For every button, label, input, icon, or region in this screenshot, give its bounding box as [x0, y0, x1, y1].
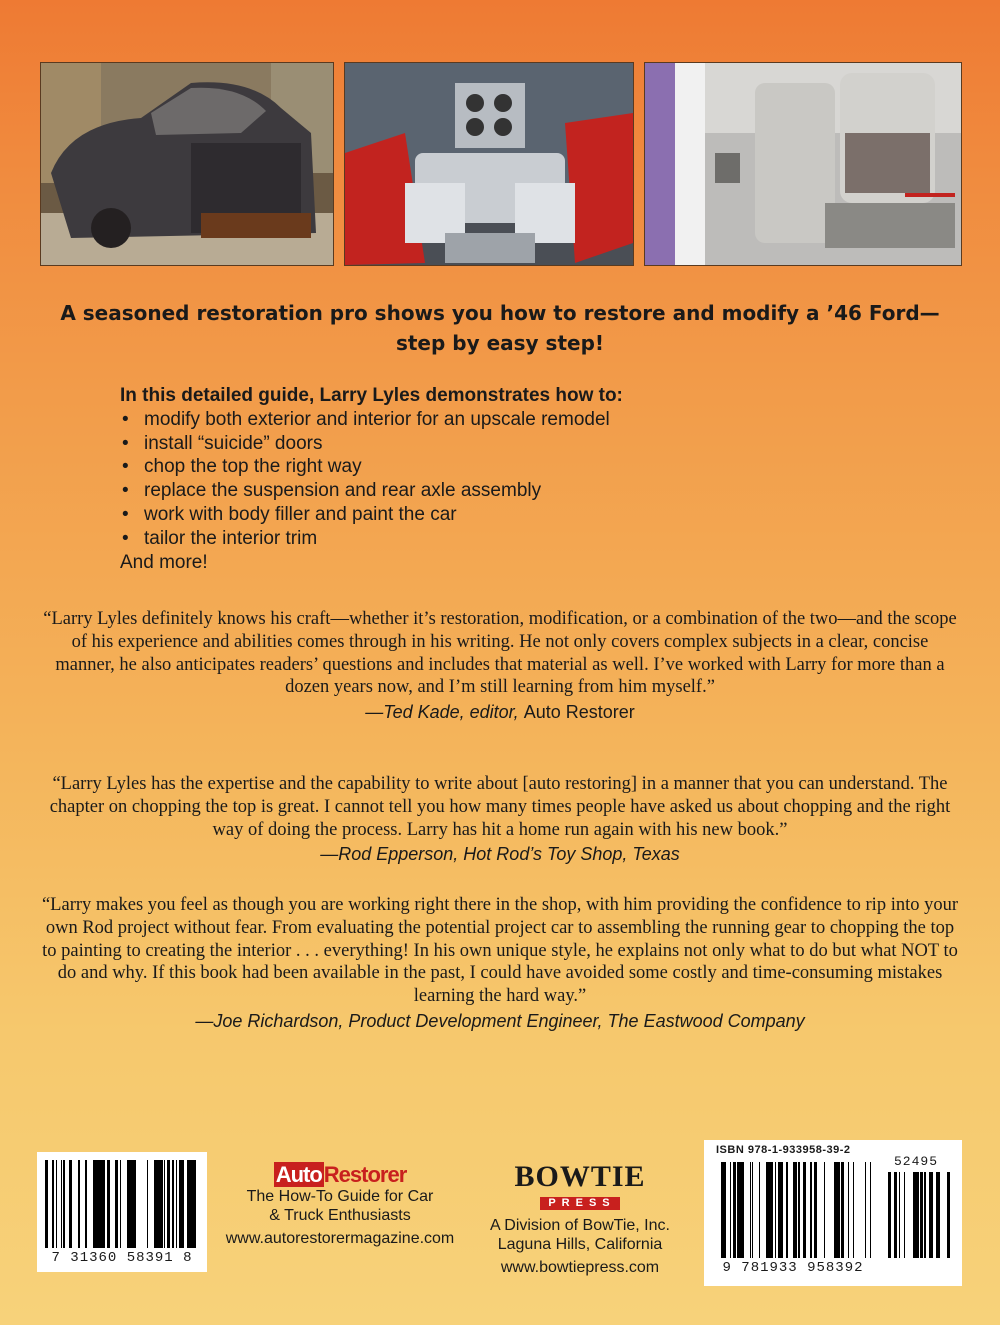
barcode-bar — [778, 1162, 780, 1258]
barcode-bar — [733, 1162, 735, 1258]
barcode-bar — [853, 1162, 854, 1258]
photo-engine — [344, 62, 634, 266]
barcode-bar — [160, 1160, 163, 1248]
barcode-bar — [103, 1160, 105, 1248]
photo-strip — [40, 62, 960, 264]
barcode-bar — [740, 1162, 742, 1258]
quote-attribution — [40, 701, 960, 724]
barcode-bar — [129, 1160, 131, 1248]
list-item: • chop the top the right way — [120, 455, 880, 479]
testimonial-ted-kade — [40, 608, 960, 724]
photo-ford-coupe — [40, 62, 334, 266]
barcode-bar — [134, 1160, 136, 1248]
barcode-bar — [738, 1162, 740, 1258]
barcode-bar — [841, 1162, 842, 1258]
barcode-bar — [159, 1160, 160, 1248]
barcode-bar — [750, 1162, 751, 1258]
list-item: • install “suicide” doors — [120, 432, 880, 456]
barcode-bar — [842, 1162, 844, 1258]
barcode-addon-bars — [888, 1172, 950, 1258]
barcode-bar — [924, 1172, 926, 1258]
autorestorer-url[interactable]: www.autorestorermagazine.com — [225, 1230, 455, 1247]
barcode-bar — [794, 1162, 795, 1258]
barcode-bar — [752, 1162, 753, 1258]
barcode-bar — [894, 1172, 897, 1258]
barcode-bar — [127, 1160, 129, 1248]
barcode-bar — [916, 1172, 918, 1258]
barcode-bar — [920, 1172, 923, 1258]
barcode-bar — [157, 1160, 159, 1248]
isbn-addon-digits: 52495 — [893, 1154, 938, 1169]
autorestorer-block — [210, 1162, 470, 1248]
quote-text: “Larry Lyles definitely knows his craft—whether it’s restoration, modification, or a combination of the two—and the scope of his experience and abilities comes through in his writing. He not only covers complex subjects in a clear, concise manner, he also anticipates readers’ questions and includes that material as well. I’ve worked with Larry for more than a dozen years now, and I’m still learning from him myself.” — [43, 609, 957, 698]
upc-digits: 7 31360 58391 8 — [51, 1250, 193, 1266]
barcode-bar — [78, 1160, 80, 1248]
barcode-bar — [172, 1160, 174, 1248]
barcode-bar — [64, 1160, 65, 1248]
barcode-bar — [45, 1160, 48, 1248]
barcode-bar — [865, 1162, 866, 1258]
list-item: • replace the suspension and rear axle assembly — [120, 479, 880, 503]
barcode-bar — [133, 1160, 134, 1248]
barcode-bar — [94, 1160, 97, 1248]
barcode-bar — [116, 1160, 118, 1248]
quote-text: “Larry makes you feel as though you are working right there in the shop, with him providing the confidence to rip into your own Rod project without fear. From evaluating the potential project car to assembling the running gear to chopping the top to painting to creating the interior . . . everything! In his own unique style, he explains not only what to do but what NOT to do and why. If this book had been available in the past, I could have avoided some costly and time-consuming mistakes learning the hard way.” — [41, 895, 959, 1007]
barcode-bar — [187, 1160, 189, 1248]
isbn-digits: 9 781933 958392 — [722, 1260, 864, 1276]
list-item: • work with body filler and paint the car — [120, 503, 880, 527]
quote-attribution: —Joe Richardson, Product Development Engineer, The Eastwood Company — [195, 1010, 805, 1031]
barcode-bar — [147, 1160, 148, 1248]
barcode-bar — [100, 1160, 103, 1248]
bowtie-line-2: Laguna Hills, California — [497, 1236, 663, 1253]
barcode-bar — [769, 1162, 770, 1258]
barcode-bar — [834, 1162, 837, 1258]
isbn-barcode — [704, 1140, 962, 1286]
barcode-bar — [192, 1160, 194, 1248]
barcode-bar — [899, 1172, 900, 1258]
barcode-bar — [176, 1160, 177, 1248]
barcode-bars — [45, 1160, 199, 1248]
barcode-bar — [824, 1162, 825, 1258]
attribution-name: —Ted Kade, editor, — [365, 702, 519, 723]
guide-list — [120, 408, 880, 551]
barcode-bar — [721, 1162, 723, 1258]
guide-section — [120, 384, 880, 574]
barcode-bar — [810, 1162, 812, 1258]
barcode-bar — [929, 1172, 930, 1258]
upc-barcode — [37, 1152, 207, 1272]
barcode-bar — [182, 1160, 184, 1248]
bowtie-line-1: A Division of BowTie, Inc. — [490, 1217, 670, 1234]
barcode-bar — [780, 1162, 783, 1258]
barcode-bar — [69, 1160, 72, 1248]
barcode-bar — [837, 1162, 840, 1258]
barcode-bar — [936, 1172, 938, 1258]
list-item: • tailor the interior trim — [120, 527, 880, 551]
barcode-bar — [154, 1160, 157, 1248]
barcode-bar — [120, 1160, 121, 1248]
autorestorer-tagline-2: & Truck Enthusiasts — [269, 1207, 411, 1224]
barcode-bar — [947, 1172, 950, 1258]
barcode-bar — [52, 1160, 54, 1248]
barcode-bar — [132, 1160, 133, 1248]
barcode-bar — [730, 1162, 731, 1258]
barcode-bar — [814, 1162, 817, 1258]
barcode-bar — [798, 1162, 800, 1258]
autorestorer-tagline-1: The How-To Guide for Car — [246, 1188, 434, 1205]
barcode-bar — [164, 1160, 165, 1248]
barcode-bar — [723, 1162, 725, 1258]
barcode-bar — [870, 1162, 871, 1258]
photo-interior — [644, 62, 962, 266]
barcode-bar — [803, 1162, 806, 1258]
testimonial-joe-richardson — [40, 894, 960, 1033]
barcode-bar — [918, 1172, 919, 1258]
barcode-bar — [770, 1162, 773, 1258]
barcode-bar — [913, 1172, 916, 1258]
quote-text: “Larry Lyles has the expertise and the capability to write about [auto restoring] in a manner that you can understand. The chapter on chopping the top is great. I cannot tell you how many times people have asked us about chopping and the right way of doing the process. Larry has hit a home run again with his new book.” — [49, 774, 951, 840]
bowtie-logo-sub: PRESS — [540, 1197, 619, 1210]
barcode-bar — [93, 1160, 94, 1248]
barcode-bar — [931, 1172, 933, 1258]
guide-intro: In this detailed guide, Larry Lyles demonstrates how to: — [120, 385, 623, 406]
barcode-bar — [131, 1160, 132, 1248]
list-item: • modify both exterior and interior for an upscale remodel — [120, 408, 880, 432]
barcode-bar — [179, 1160, 182, 1248]
barcode-bar — [795, 1162, 797, 1258]
attribution-publication: Auto Restorer — [523, 702, 635, 723]
barcode-bar — [737, 1162, 738, 1258]
barcode-bars — [714, 1162, 874, 1258]
autorestorer-logo: AutoRestorer — [275, 1162, 407, 1187]
barcode-bar — [742, 1162, 744, 1258]
barcode-bar — [109, 1160, 110, 1248]
bowtie-url[interactable]: www.bowtiepress.com — [500, 1259, 660, 1276]
barcode-bar — [61, 1160, 62, 1248]
barcode-bar — [85, 1160, 87, 1248]
guide-outro: And more! — [120, 551, 208, 573]
barcode-bar — [930, 1172, 931, 1258]
barcode-bar — [725, 1162, 726, 1258]
barcode-bar — [904, 1172, 905, 1258]
barcode-bar — [107, 1160, 109, 1248]
barcode-bar — [63, 1160, 64, 1248]
bowtie-press-block — [470, 1162, 690, 1277]
barcode-bar — [759, 1162, 760, 1258]
barcode-bar — [194, 1160, 196, 1248]
barcode-bar — [793, 1162, 794, 1258]
isbn-label: ISBN 978-1-933958-39-2 — [716, 1144, 851, 1156]
barcode-bar — [56, 1160, 57, 1248]
barcode-bar — [97, 1160, 100, 1248]
barcode-bar — [115, 1160, 116, 1248]
barcode-bar — [848, 1162, 849, 1258]
barcode-bar — [888, 1172, 891, 1258]
barcode-bar — [775, 1162, 776, 1258]
barcode-bar — [938, 1172, 940, 1258]
barcode-bar — [786, 1162, 788, 1258]
headline: A seasoned restoration pro shows you how to restore and modify a ’46 Ford—step by easy step! — [60, 301, 940, 355]
barcode-bar — [766, 1162, 769, 1258]
testimonial-rod-epperson — [40, 773, 960, 866]
barcode-bar — [167, 1160, 170, 1248]
barcode-bar — [189, 1160, 192, 1248]
bowtie-logo: BOWTIE — [514, 1160, 646, 1193]
quote-attribution: —Rod Epperson, Hot Rod’s Toy Shop, Texas — [320, 844, 680, 865]
barcode-bar — [735, 1162, 736, 1258]
